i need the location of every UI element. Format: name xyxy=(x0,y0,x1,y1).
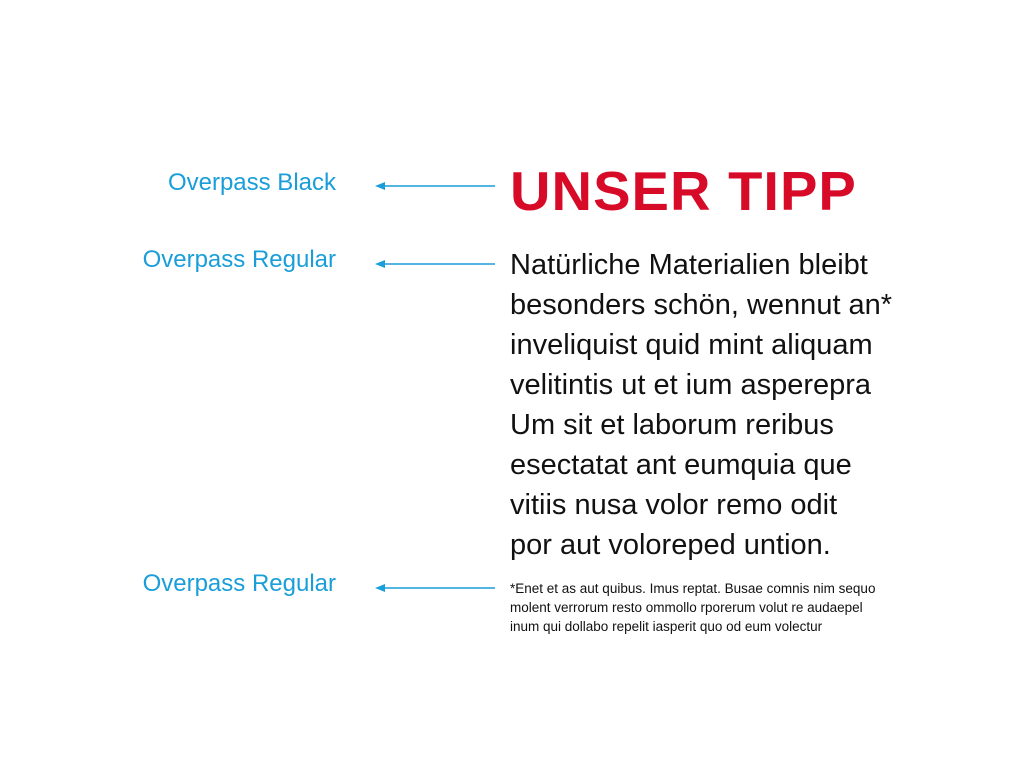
body-line: vitiis nusa volor remo odit xyxy=(510,489,838,521)
font-annotation-footnote: Overpass Regular xyxy=(142,570,336,597)
body-line: por aut voloreped untion. xyxy=(510,529,831,561)
headline: UNSER TIPP xyxy=(510,160,857,222)
footnote-line: *Enet et as aut quibus. Imus reptat. Busae comnis nim sequo xyxy=(510,581,876,596)
body-copy xyxy=(510,245,910,565)
footnote-line: inum qui dollabo repelit iasperit quo od eum volectur xyxy=(510,619,823,634)
arrow-left-icon xyxy=(375,258,495,270)
arrow-left-icon xyxy=(375,180,495,192)
footnote xyxy=(510,579,910,636)
font-annotation-body: Overpass Regular xyxy=(142,246,336,273)
body-line: esectatat ant eumquia que xyxy=(510,449,852,481)
body-line: Natürliche Materialien bleibt xyxy=(510,249,868,281)
body-line: velitintis ut et ium asperepra xyxy=(510,369,872,401)
body-line: inveliquist quid mint aliquam xyxy=(510,329,873,361)
font-annotation-headline: Overpass Black xyxy=(167,169,336,196)
body-line: Um sit et laborum reribus xyxy=(510,409,834,441)
arrow-left-icon xyxy=(375,582,495,594)
body-line: besonders schön, wennut an* xyxy=(510,289,893,321)
footnote-line: molent verrorum resto ommollo rporerum volut re audaepel xyxy=(510,600,863,615)
